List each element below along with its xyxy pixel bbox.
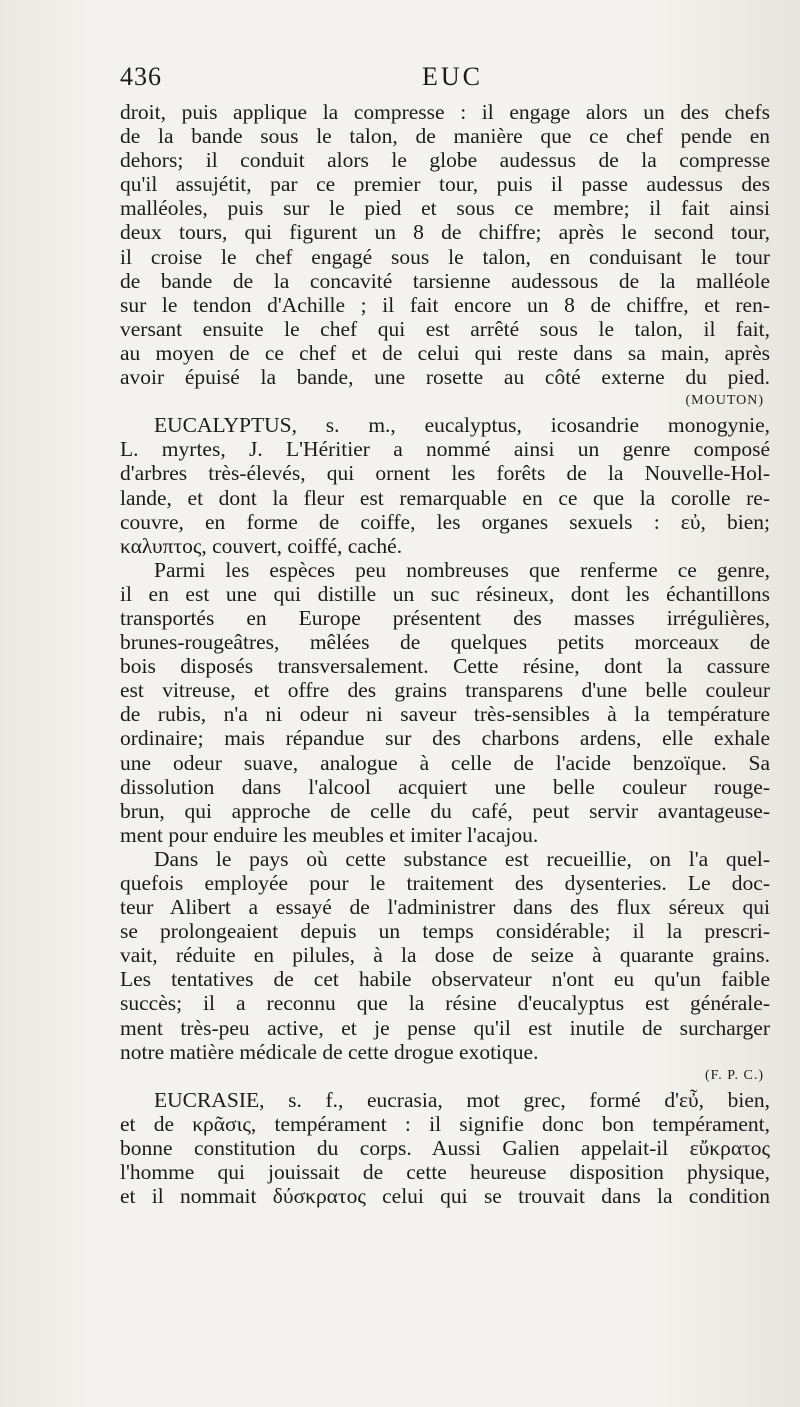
text-line: avoir épuisé la bande, une rosette au côté externe du pied. bbox=[120, 365, 770, 390]
running-head: EUC bbox=[422, 62, 483, 91]
page-text bbox=[120, 100, 770, 1208]
page-number: 436 bbox=[120, 62, 162, 91]
paragraph-pays bbox=[120, 847, 770, 1064]
text-line: succès; il a reconnu que la résine d'eucalyptus est générale- bbox=[120, 991, 770, 1016]
entry-eucalyptus bbox=[120, 413, 770, 558]
text-line: bonne constitution du corps. Aussi Galien appelait-il εὔκρατος bbox=[120, 1136, 770, 1161]
text-line: l'homme qui jouissait de cette heureuse disposition physique, bbox=[120, 1160, 770, 1185]
text-line: une odeur suave, analogue à celle de l'acide benzoïque. Sa bbox=[120, 750, 770, 775]
text-line: et de κρᾶσις, tempérament : il signifie donc bon tempérament, bbox=[120, 1111, 770, 1136]
text-line: au moyen de ce chef et de celui qui reste dans sa main, après bbox=[120, 340, 770, 365]
text-line: Les tentatives de cet habile observateur n'ont eu qu'un faible bbox=[120, 967, 770, 992]
text-line: malléoles, puis sur le pied et sous ce membre; il fait ainsi bbox=[120, 196, 770, 221]
text-line: dehors; il conduit alors le globe audessus de la compresse bbox=[120, 148, 770, 173]
paragraph-especes bbox=[120, 558, 770, 847]
text-line: L. myrtes, J. L'Héritier a nommé ainsi un genre composé bbox=[120, 437, 770, 462]
entry-eucrasie bbox=[120, 1088, 770, 1208]
text-line: dissolution dans l'alcool acquiert une belle couleur rouge- bbox=[120, 774, 770, 799]
text-line: et il nommait δύσκρατος celui qui se trouvait dans la condition bbox=[120, 1184, 770, 1209]
page-header bbox=[120, 62, 770, 102]
text-line: il en est une qui distille un suc résineux, dont les échantillons bbox=[120, 581, 770, 606]
entry-headword-line: EUCRASIE, s. f., eucrasia, mot grec, formé d'εὖ, bien, bbox=[154, 1087, 770, 1112]
text-line: de la bande sous le talon, de manière que ce chef pende en bbox=[120, 124, 770, 149]
text-line: est vitreuse, et offre des grains transparens d'une belle couleur bbox=[120, 678, 770, 703]
text-line: droit, puis applique la compresse : il engage alors un des chefs bbox=[120, 100, 770, 124]
text-line: couvre, en forme de coiffe, les organes sexuels : εὐ, bien; bbox=[120, 509, 770, 534]
text-line: lande, et dont la fleur est remarquable en ce que la corolle re- bbox=[120, 485, 770, 510]
text-line: quefois employée pour le traitement des dysenteries. Le doc- bbox=[120, 871, 770, 895]
text-line: ment très-peu active, et je pense qu'il est inutile de surcharger bbox=[120, 1015, 770, 1040]
text-line: sur le tendon d'Achille ; il fait encore un 8 de chiffre, et ren- bbox=[120, 292, 770, 317]
text-line: bois disposés transversalement. Cette résine, dont la cassure bbox=[120, 654, 770, 679]
text-line: Dans le pays où cette substance est recueillie, on l'a quel- bbox=[154, 846, 770, 871]
text-line: d'arbres très-élevés, qui ornent les forêts de la Nouvelle-Hol- bbox=[120, 461, 770, 486]
text-line: qu'il assujétit, par ce premier tour, puis il passe audessus des bbox=[120, 172, 770, 197]
text-line: ment pour enduire les meubles et imiter l'acajou. bbox=[120, 822, 539, 847]
text-line: brunes-rougeâtres, mêlées de quelques petits morceaux de bbox=[120, 630, 770, 655]
text-line: καλυπτος, couvert, coiffé, caché. bbox=[120, 533, 403, 558]
text-line: Parmi les espèces peu nombreuses que renferme ce genre, bbox=[154, 557, 770, 582]
text-line: notre matière médicale de cette drogue exotique. bbox=[120, 1039, 539, 1064]
text-line: de rubis, n'a ni odeur ni saveur très-sensibles à la température bbox=[120, 702, 770, 727]
text-line: teur Alibert a essayé de l'administrer dans des flux séreux qui bbox=[120, 895, 770, 920]
text-line: de bande de la concavité tarsienne audessous de la malléole bbox=[120, 268, 770, 293]
text-line: brun, qui approche de celle du café, peut servir avantageuse- bbox=[120, 798, 770, 823]
text-line: vait, réduite en pilules, à la dose de seize à quarante grains. bbox=[120, 943, 770, 968]
author-signature: (MOUTON) bbox=[685, 393, 764, 409]
paragraph-bandage bbox=[120, 100, 770, 389]
text-line: ordinaire; mais répandue sur des charbons ardens, elle exhale bbox=[120, 726, 770, 751]
text-line: il croise le chef engagé sous le talon, en conduisant le tour bbox=[120, 244, 770, 269]
text-line: deux tours, qui figurent un 8 de chiffre; après le second tour, bbox=[120, 220, 770, 245]
entry-headword-line: EUCALYPTUS, s. m., eucalyptus, icosandrie monogynie, bbox=[154, 413, 770, 438]
text-line: transportés en Europe présentent des masses irrégulières, bbox=[120, 605, 770, 630]
text-line: se prolongeaient depuis un temps considérable; il la prescri- bbox=[120, 919, 770, 944]
author-signature: (F. P. C.) bbox=[704, 1067, 764, 1083]
text-line: versant ensuite le chef qui est arrêté sous le talon, il fait, bbox=[120, 316, 770, 341]
